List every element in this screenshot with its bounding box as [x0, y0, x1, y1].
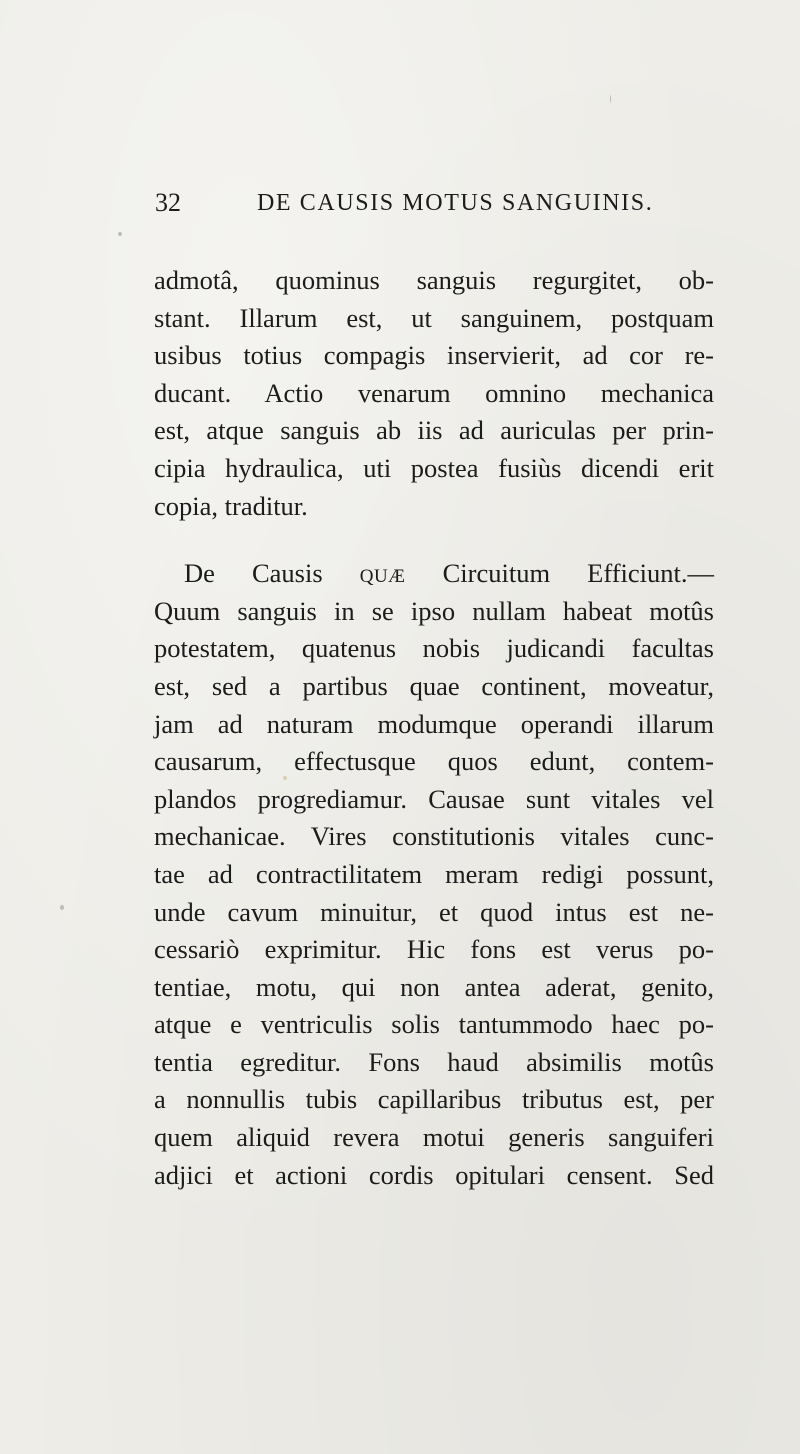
paragraph	[154, 262, 714, 525]
paragraph	[154, 555, 714, 1194]
paragraph-gap	[154, 525, 714, 555]
heading-word: De	[184, 558, 215, 589]
text-line: cessariò exprimitur. Hic fons est verus po-	[154, 934, 714, 965]
text-line: a nonnullis tubis capillaribus tributus est, per	[154, 1084, 714, 1115]
text-line: tentiae, motu, qui non antea aderat, genito,	[154, 971, 714, 1002]
text-line: admotâ, quominus sanguis regurgitet, ob-	[154, 265, 714, 295]
text-line: est, atque sanguis ab iis ad auriculas per prin-	[154, 415, 714, 446]
paper-speck	[60, 905, 64, 910]
text-line: adjici et actioni cordis opitulari censent. Sed	[154, 1159, 714, 1190]
running-head	[155, 188, 715, 228]
text-line: atque e ventriculis solis tantummodo haec po-	[154, 1009, 714, 1040]
paper-speck	[610, 95, 611, 103]
text-line: usibus totius compagis inservierit, ad cor re-	[154, 340, 714, 371]
text-line: stant. Illarum est, ut sanguinem, postquam	[154, 302, 714, 333]
text-line: Quum sanguis in se ipso nullam habeat motûs	[154, 595, 714, 626]
text-line: jam ad naturam modumque operandi illarum	[154, 708, 714, 739]
heading-word: QUÆ	[359, 566, 406, 588]
page-number: 32	[155, 188, 181, 217]
text-line: ducant. Actio venarum omnino mechanica	[154, 377, 714, 408]
text-line: causarum, effectusque quos edunt, contem-	[154, 746, 714, 777]
text-line: cipia hydraulica, uti postea fusiùs dicendi erit	[154, 452, 714, 483]
text-line: copia, traditur.	[154, 490, 308, 521]
text-line: mechanicae. Vires constitutionis vitales cunc-	[154, 821, 714, 852]
text-line: quem aliquid revera motui generis sanguiferi	[154, 1122, 714, 1153]
heading-word: Efficiunt.—	[587, 558, 714, 589]
body-text	[154, 262, 714, 1194]
text-line: unde cavum minuitur, et quod intus est ne-	[154, 896, 714, 927]
running-head-title: DE CAUSIS MOTUS SANGUINIS.	[257, 190, 654, 216]
text-line: plandos progrediamur. Causae sunt vitales vel	[154, 783, 714, 814]
text-line: tae ad contractilitatem meram redigi possunt,	[154, 858, 714, 889]
paper-speck	[118, 232, 122, 236]
text-line: tentia egreditur. Fons haud absimilis motûs	[154, 1046, 714, 1077]
section-heading	[154, 555, 714, 593]
text-line: est, sed a partibus quae continent, moveatur,	[154, 670, 714, 701]
text-line: potestatem, quatenus nobis judicandi facultas	[154, 633, 714, 664]
heading-word: Circuitum	[442, 558, 551, 589]
heading-word: Causis	[251, 558, 323, 589]
